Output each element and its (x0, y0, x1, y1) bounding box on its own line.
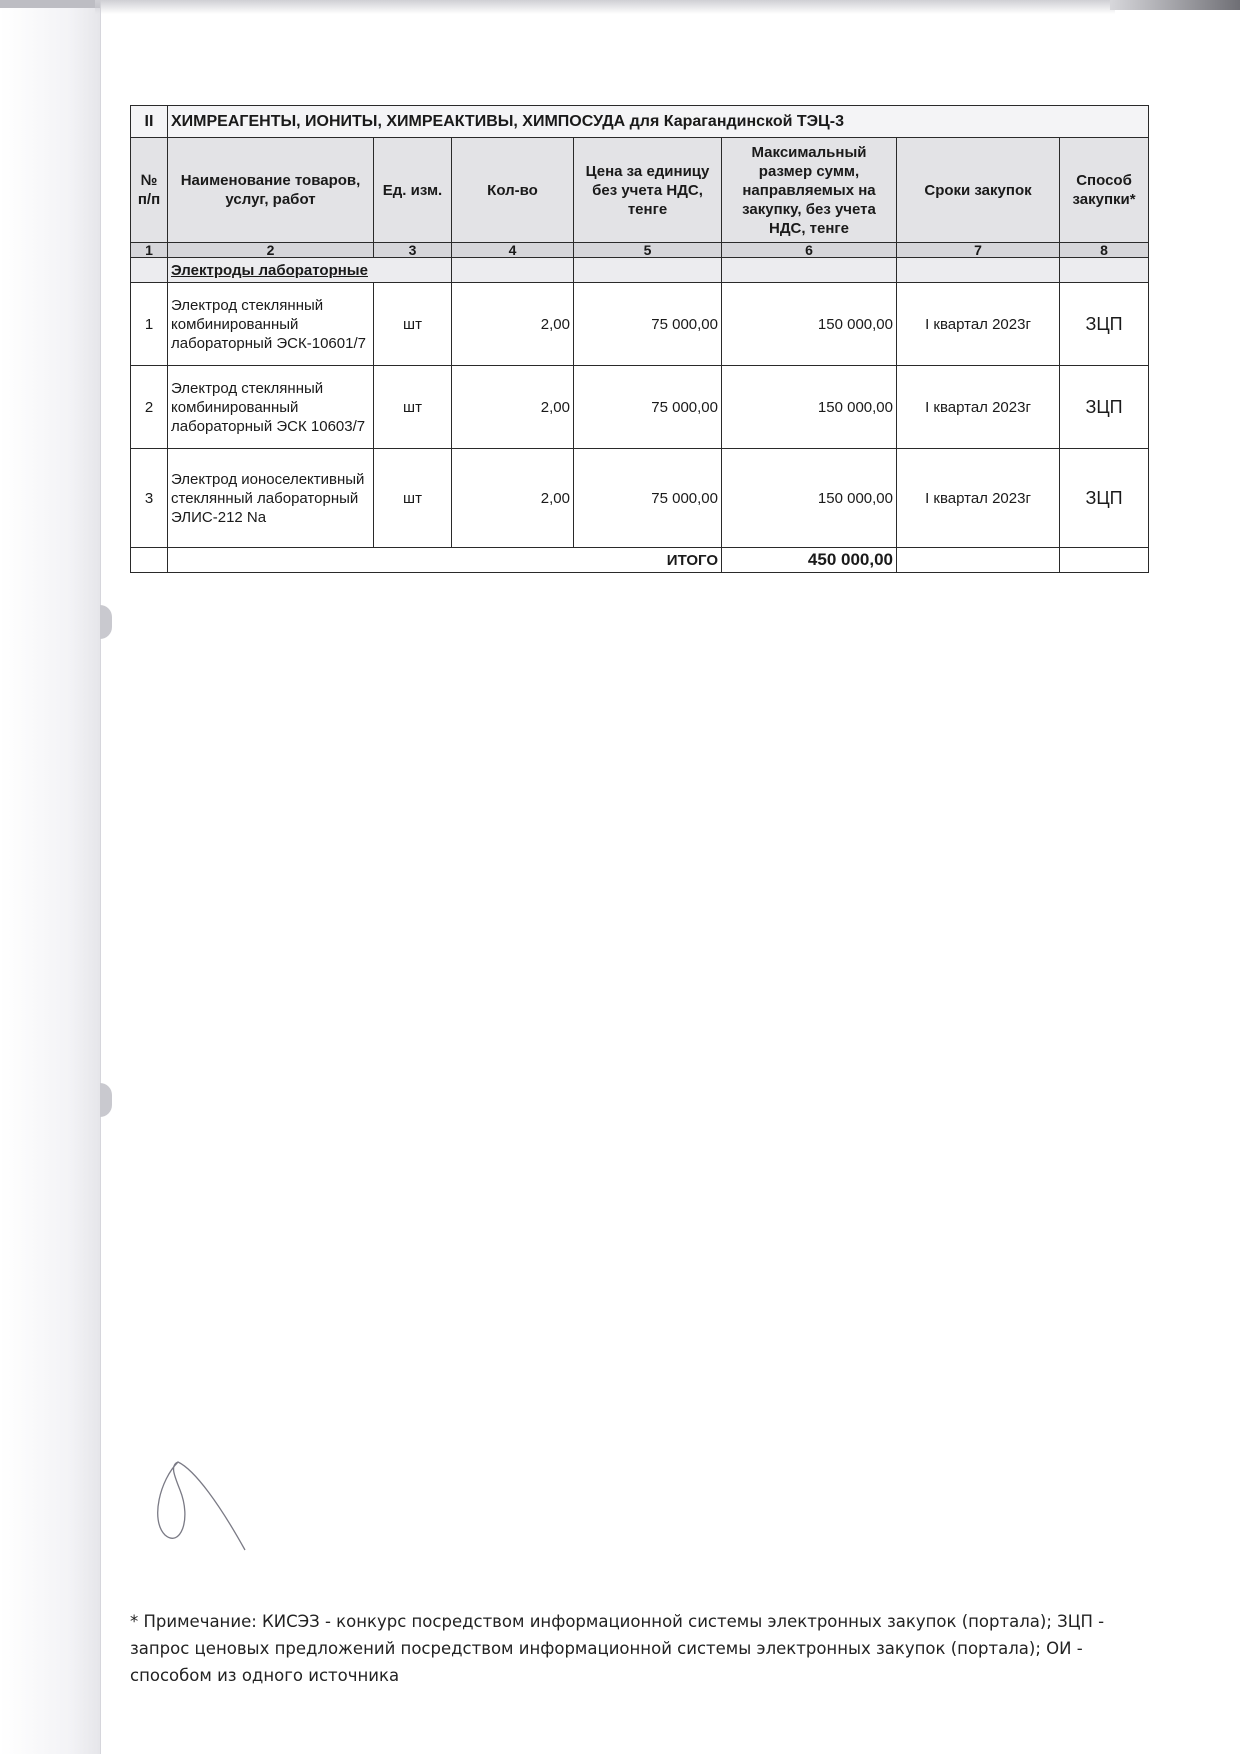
item-price: 75 000,00 (574, 449, 722, 548)
header-term: Сроки закупок (897, 138, 1060, 243)
scan-shadow-left (0, 0, 100, 8)
section-title: ХИМРЕАГЕНТЫ, ИОНИТЫ, ХИМРЕАКТИВЫ, ХИМПОСУДА для Карагандинской ТЭЦ-3 (168, 106, 1149, 138)
column-number: 4 (452, 243, 574, 258)
total-cell-empty (897, 548, 1060, 573)
item-num: 3 (131, 449, 168, 548)
column-number: 1 (131, 243, 168, 258)
column-number-row (131, 243, 1149, 258)
item-price: 75 000,00 (574, 283, 722, 366)
item-unit: шт (374, 283, 452, 366)
total-cell-empty (131, 548, 168, 573)
header-method: Способ закупки* (1060, 138, 1149, 243)
column-number: 6 (722, 243, 897, 258)
column-number: 3 (374, 243, 452, 258)
item-method: ЗЦП (1060, 449, 1149, 548)
item-num: 1 (131, 283, 168, 366)
column-number: 2 (168, 243, 374, 258)
header-name: Наименование товаров, услуг, работ (168, 138, 374, 243)
group-cell-empty (722, 258, 897, 283)
column-number: 5 (574, 243, 722, 258)
table-row (131, 449, 1149, 548)
item-sum: 150 000,00 (722, 283, 897, 366)
header-row (131, 138, 1149, 243)
item-sum: 150 000,00 (722, 449, 897, 548)
item-qty: 2,00 (452, 449, 574, 548)
group-row (131, 258, 1149, 283)
column-number: 7 (897, 243, 1060, 258)
group-cell-empty (1060, 258, 1149, 283)
scan-shadow-right (1110, 0, 1240, 10)
item-name: Электрод ионоселективный стеклянный лабораторный ЭЛИС-212 Na (168, 449, 374, 548)
item-term: I квартал 2023г (897, 449, 1060, 548)
column-number: 8 (1060, 243, 1149, 258)
group-cell-empty (897, 258, 1060, 283)
item-unit: шт (374, 366, 452, 449)
page-edge-line (100, 0, 101, 1754)
item-term: I квартал 2023г (897, 366, 1060, 449)
binder-hole-lower (100, 1083, 112, 1117)
item-qty: 2,00 (452, 366, 574, 449)
total-cell-empty (1060, 548, 1149, 573)
item-name: Электрод стеклянный комбинированный лабораторный ЭСК 10603/7 (168, 366, 374, 449)
group-cell-empty (131, 258, 168, 283)
item-method: ЗЦП (1060, 366, 1149, 449)
signature-mark (140, 1450, 260, 1560)
header-price: Цена за единицу без учета НДС, тенге (574, 138, 722, 243)
binder-hole-upper (100, 605, 112, 639)
header-sum: Максимальный размер сумм, направляемых на закупку, без учета НДС, тенге (722, 138, 897, 243)
section-title-row (131, 106, 1149, 138)
item-qty: 2,00 (452, 283, 574, 366)
item-sum: 150 000,00 (722, 366, 897, 449)
header-num: № п/п (131, 138, 168, 243)
total-label: ИТОГО (168, 548, 722, 573)
item-term: I квартал 2023г (897, 283, 1060, 366)
total-value: 450 000,00 (722, 548, 897, 573)
item-num: 2 (131, 366, 168, 449)
item-name: Электрод стеклянный комбинированный лабораторный ЭСК-10601/7 (168, 283, 374, 366)
header-qty: Кол-во (452, 138, 574, 243)
table-row (131, 283, 1149, 366)
group-title: Электроды лабораторные (168, 258, 452, 283)
total-row (131, 548, 1149, 573)
header-unit: Ед. изм. (374, 138, 452, 243)
scan-shadow-top (95, 0, 1115, 14)
page-edge (0, 0, 100, 1754)
section-number: II (131, 106, 168, 138)
item-method: ЗЦП (1060, 283, 1149, 366)
item-unit: шт (374, 449, 452, 548)
group-cell-empty (574, 258, 722, 283)
group-cell-empty (452, 258, 574, 283)
item-price: 75 000,00 (574, 366, 722, 449)
procurement-table (130, 105, 1149, 573)
footnote: * Примечание: КИСЭЗ - конкурс посредством информационной системы электронных закупок (портала); ЗЦП - запрос ценовых предложений посредством информационной системы электронных закупок (портала); ОИ - способом из одного источника (130, 1612, 1105, 1685)
table-row (131, 366, 1149, 449)
